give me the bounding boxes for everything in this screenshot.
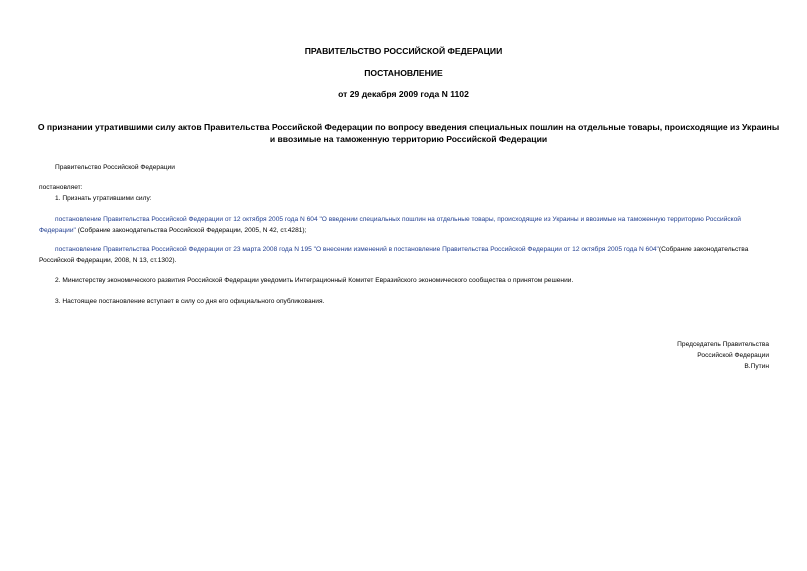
resolves-text: постановляет:	[39, 184, 83, 191]
reference-2-link[interactable]: постановление Правительства Российской Федерации от 23 марта 2008 года N 195 "О внесении изменений в постановление Правительства Российской Федерации от 12 октября 2005 года N 604"	[55, 246, 659, 253]
intro-text: Правительство Российской Федерации	[55, 164, 175, 171]
signature-title: Председатель Правительства	[677, 341, 769, 348]
item-1-text: 1. Признать утратившими силу:	[55, 195, 152, 202]
government-heading: ПРАВИТЕЛЬСТВО РОССИЙСКОЙ ФЕДЕРАЦИИ	[304, 46, 503, 56]
reference-1-source: (Собрание законодательства Российской Федерации, 2005, N 42, ст.4281);	[75, 226, 307, 234]
signature-block	[677, 339, 769, 372]
signature-name: В.Путин	[744, 363, 769, 370]
item-3-text: 3. Настоящее постановление вступает в силу со дня его официального опубликования.	[55, 298, 325, 305]
reference-1-link[interactable]: постановление Правительства Российской Федерации от 12 октября 2005 года N 604 "О введении специальных пошлин на отдельные товары, происходящие из Украины и ввозимые на таможенную территорию Российской Федерации"	[39, 216, 741, 234]
document-type-heading: ПОСТАНОВЛЕНИЕ	[364, 68, 443, 78]
document-date-number: от 29 декабря 2009 года N 1102	[338, 89, 469, 99]
document-title: О признании утратившими силу актов Правительства Российской Федерации по вопросу введения специальных пошлин на отдельные товары, происходящие из Украины и ввозимые на таможенную территорию Российской Федерации	[37, 122, 780, 144]
reference-2	[39, 245, 771, 266]
reference-2-source: (Собрание законодательства Российской Федерации, 2008, N 13, ст.1302).	[39, 246, 749, 264]
signature-org: Российской Федерации	[697, 352, 769, 359]
item-2-text: 2. Министерству экономического развития Российской Федерации уведомить Интеграционный Комитет Евразийского экономического сообщества о принятом решении.	[55, 277, 574, 284]
reference-1	[39, 215, 771, 236]
